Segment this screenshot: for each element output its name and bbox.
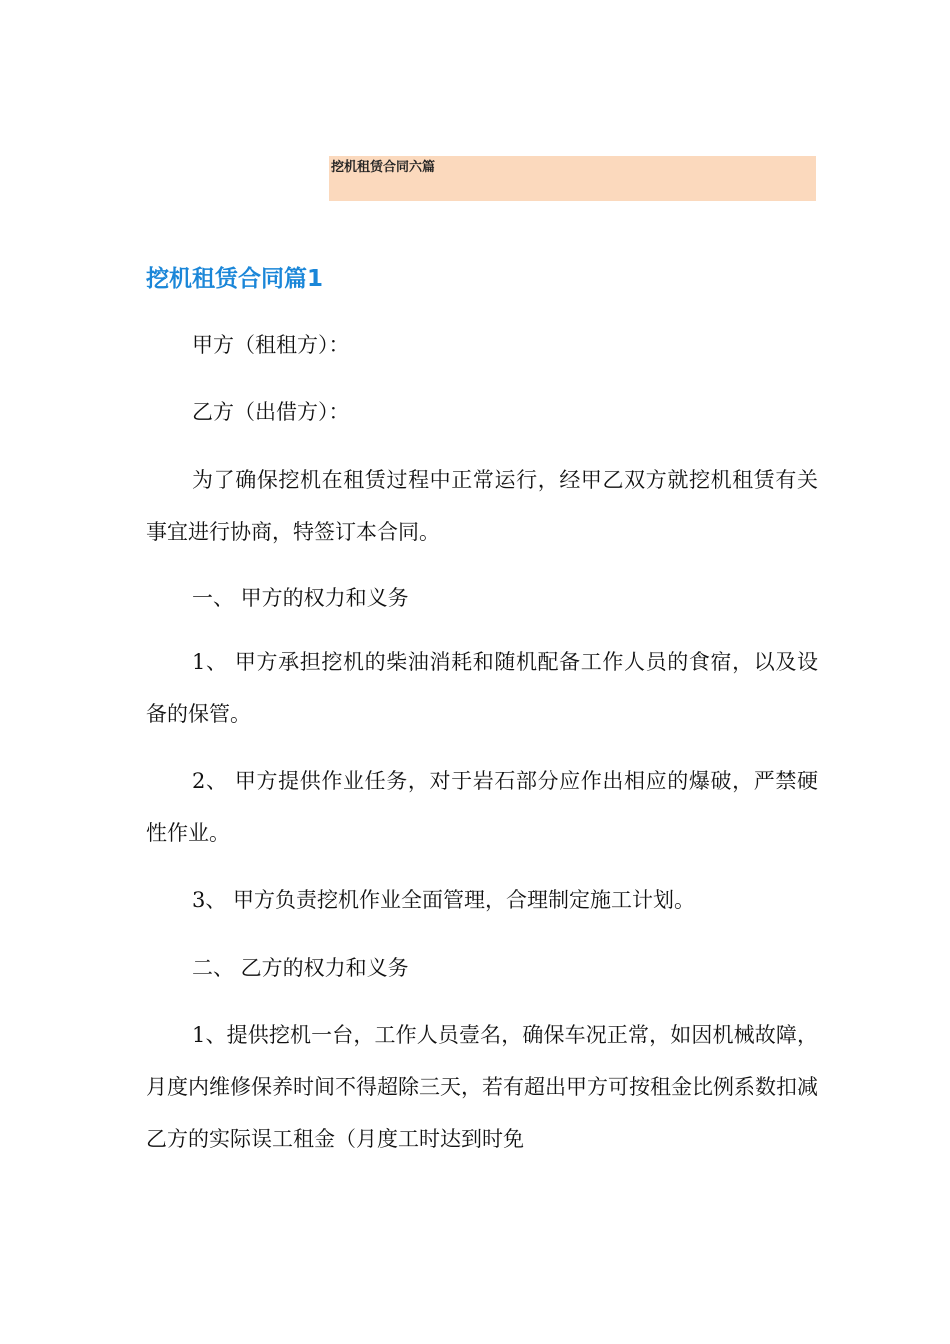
- clause-heading-party-b: 二、 乙方的权力和义务: [192, 956, 409, 980]
- clause-a-3: 3、 甲方负责挖机作业全面管理，合理制定施工计划。: [192, 888, 696, 912]
- party-a-line: 甲方（租租方）：: [192, 333, 350, 357]
- party-b-line: 乙方（出借方）：: [192, 400, 350, 424]
- clause-a-2: 2、 甲方提供作业任务，对于岩石部分应作出相应的爆破，严禁硬性作业。: [146, 769, 818, 845]
- clause-heading-party-a: 一、 甲方的权力和义务: [192, 586, 409, 610]
- intro-paragraph: 为了确保挖机在租赁过程中正常运行，经甲乙双方就挖机租赁有关事宜进行协商，特签订本合同。: [146, 468, 818, 544]
- clause-b-1: 1、提供挖机一台，工作人员壹名，确保车况正常，如因机械故障，月度内维修保养时间不得超除三天，若有超出甲方可按租金比例系数扣减乙方的实际误工租金（月度工时达到时免: [146, 1023, 818, 1151]
- document-header-band: [329, 156, 816, 201]
- section-title: 挖机租赁合同篇1: [146, 266, 324, 292]
- document-header-title: 挖机租赁合同六篇: [331, 160, 436, 175]
- clause-a-1: 1、 甲方承担挖机的柴油消耗和随机配备工作人员的食宿，以及设备的保管。: [146, 650, 818, 726]
